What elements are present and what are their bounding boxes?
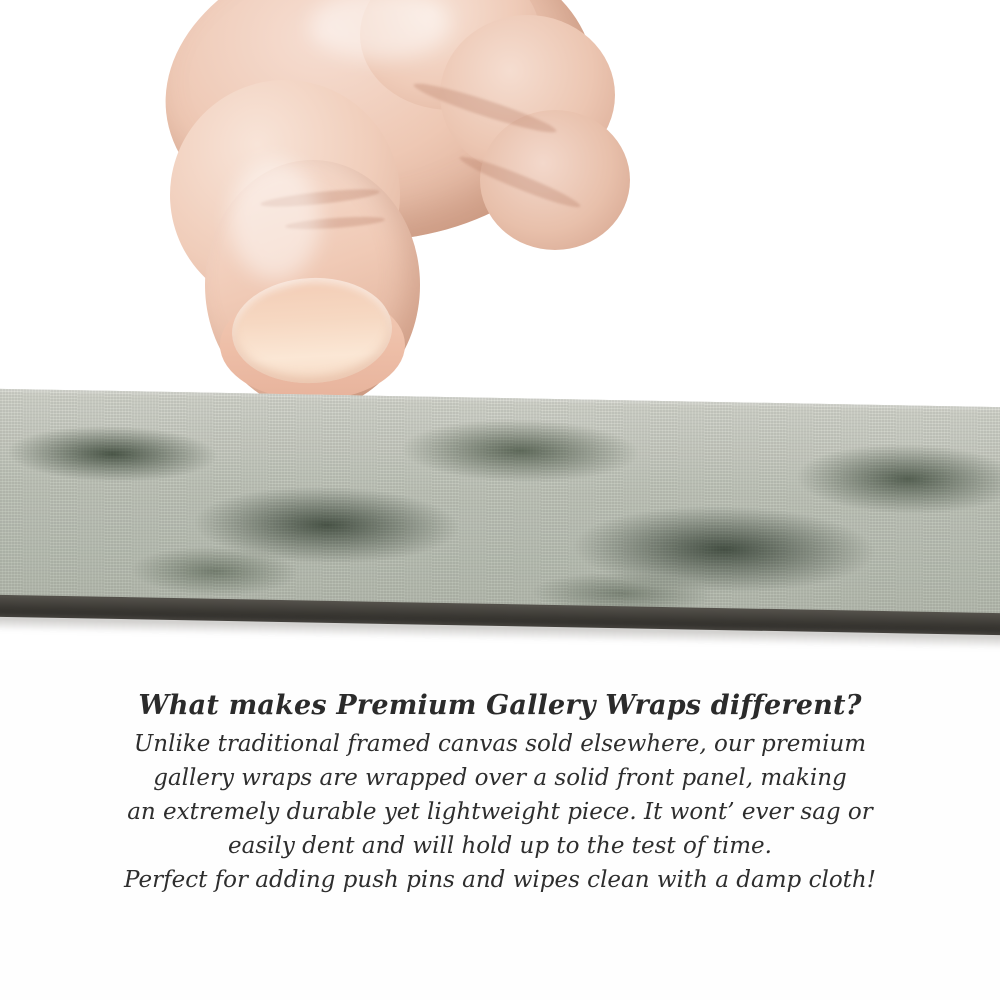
caption-line: Perfect for adding push pins and wipes clean with a damp cloth!	[124, 867, 876, 894]
caption-line: easily dent and will hold up to the test of time.	[228, 833, 772, 860]
skin-highlight-2	[230, 160, 320, 280]
canvas-printed-face	[0, 389, 1000, 618]
caption-block	[0, 690, 1000, 897]
canvas-weave-texture	[0, 389, 1000, 618]
caption-line: gallery wraps are wrapped over a solid front panel, making	[153, 765, 847, 792]
caption-body	[0, 727, 1000, 897]
canvas-wrap-edge	[0, 398, 1000, 643]
caption-heading: What makes Premium Gallery Wraps different?	[138, 690, 862, 721]
hand-illustration	[110, 0, 630, 430]
caption-line: an extremely durable yet lightweight piece. It wont’ ever sag or	[127, 799, 873, 826]
caption-line: Unlike traditional framed canvas sold elsewhere, our premium	[133, 731, 867, 757]
